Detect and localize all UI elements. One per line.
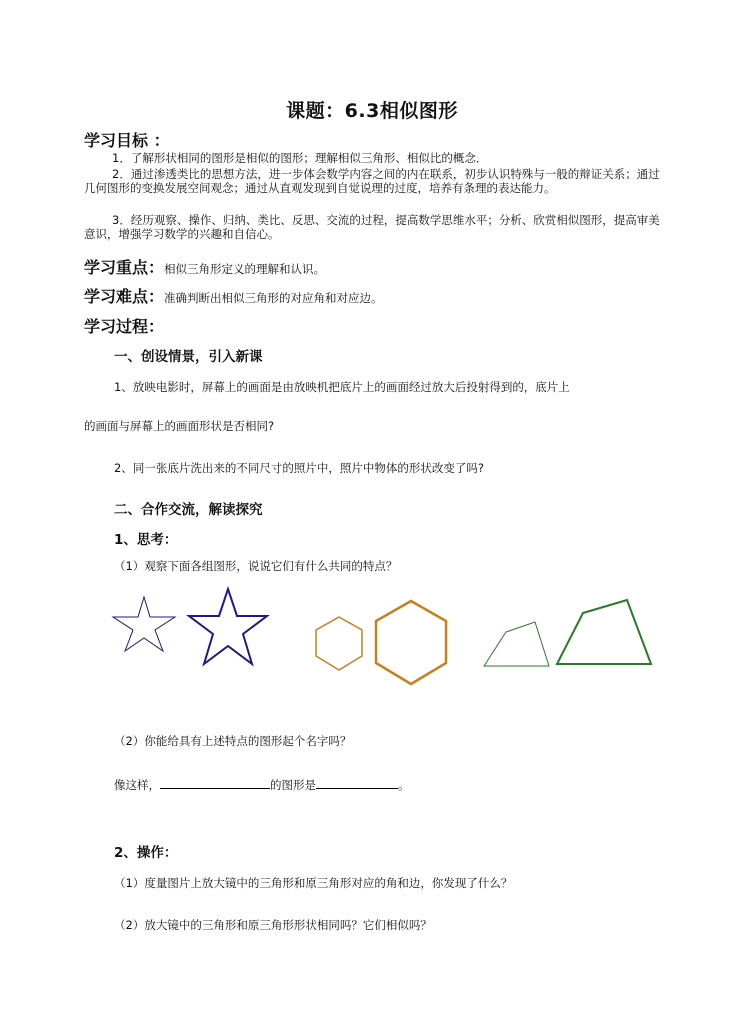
operate-heading: 2、操作： [114,845,178,861]
fill-prefix: 像这样， [114,778,160,792]
page-title: 课题：6.3相似图形 [286,100,458,122]
key-point-text: 相似三角形定义的理解和认识。 [164,262,326,276]
section1-q1-line1: 1、放映电影时，屏幕上的画面是由放映机把底片上的画面经过放大后投射得到的，底片上 [114,380,570,394]
fill-in-sentence [114,776,410,792]
fill-middle: 的图形是 [270,778,316,792]
blank-1[interactable] [160,776,270,789]
section1-heading: 一、创设情景，引入新课 [114,349,263,365]
large-quadrilateral [557,600,651,664]
key-point-label: 学习重点： [84,258,165,277]
large-star [189,589,267,664]
objective-3: 3．经历观察、操作、归纳、类比、反思、交流的过程，提高数学思维水平；分析、欣赏相似图形，提高审美意识，增强学习数学的兴趣和自信心。 [84,213,660,241]
small-quadrilateral [484,622,549,666]
fill-suffix: 。 [398,778,410,792]
section1-q1-line2: 的画面与屏幕上的画面形状是否相同? [84,419,275,433]
section1-q2: 2、同一张底片洗出来的不同尺寸的照片中，照片中物体的形状改变了吗? [114,461,484,475]
operate-q1: （1）度量图片上放大镜中的三角形和原三角形对应的角和边，你发现了什么？ [114,876,513,890]
large-hexagon [376,601,446,684]
operate-q2: （2）放大镜中的三角形和原三角形形状相同吗？它们相似吗？ [114,918,432,932]
objectives-heading: 学习目标 ： [84,131,170,150]
think-q2: （2）你能给具有上述特点的图形起个名字吗？ [114,734,352,748]
objective-2: 2．通过渗透类比的思想方法，进一步体会数学内容之间的内在联系，初步认识特殊与一般的辩证关系；通过几何图形的变换发展空间观念；通过从直观发现到自觉说理的过度，培养有条理的表达能力。 [84,167,660,195]
blank-2[interactable] [316,776,398,789]
section2-heading: 二、合作交流，解读探究 [114,502,263,518]
think-q1: （1）观察下面各组图形，说说它们有什么共同的特点？ [114,559,398,573]
objective-1: 1．了解形状相同的图形是相似的图形；理解相似三角形、相似比的概念． [112,151,488,165]
small-star [113,597,175,651]
process-heading: 学习过程： [84,317,165,336]
difficulty-label: 学习难点： [84,287,165,306]
difficulty-text: 准确判断出相似三角形的对应角和对应边。 [164,291,383,305]
small-hexagon [316,617,362,670]
think-heading: 1、思考： [114,532,178,548]
